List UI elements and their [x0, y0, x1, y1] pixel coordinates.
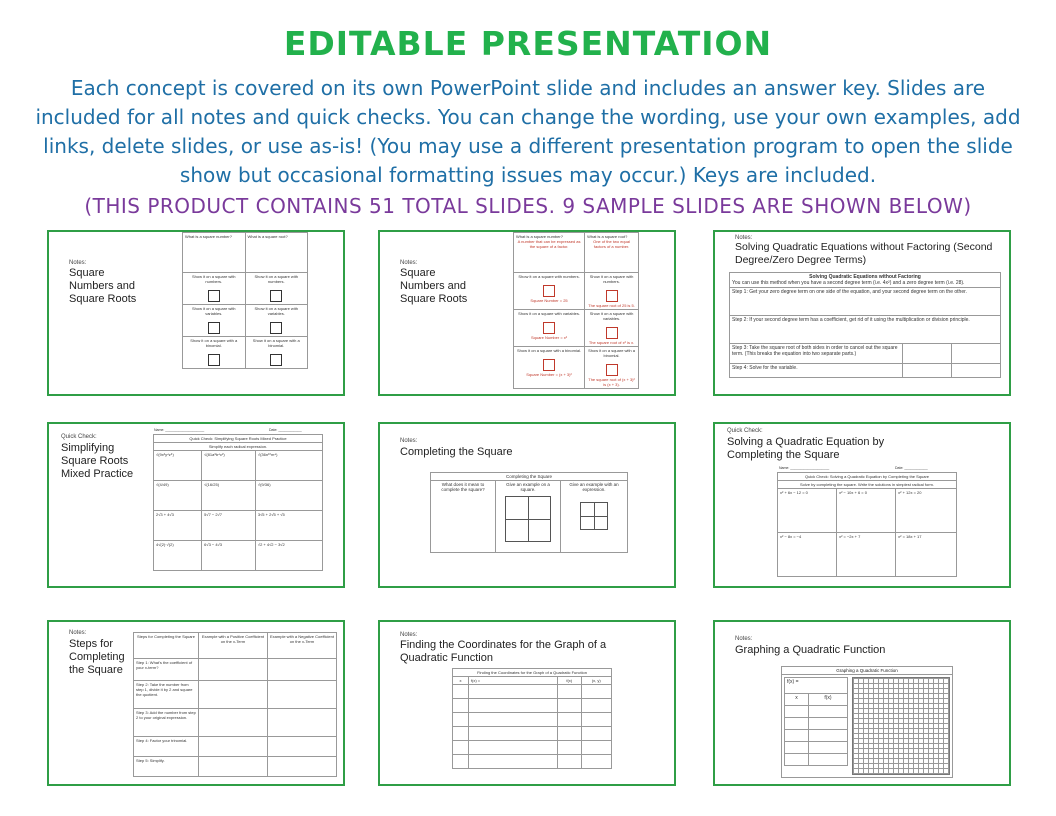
table-title: Finding the Coordinates for the Graph of a Quadratic Function	[453, 669, 612, 677]
problem-cell: 5√7 − 2√7	[202, 511, 256, 541]
slide-thumbnail-6[interactable]	[713, 422, 1011, 588]
problem-cell: 2√3 + 4√3	[154, 511, 202, 541]
practice-table	[153, 434, 323, 571]
coordinates-table	[452, 668, 612, 769]
table-instructions: Simplify each radical expression.	[154, 443, 323, 451]
problem-cell: √(9/36)	[255, 481, 322, 511]
slide-title: Steps for Completing the Square	[69, 638, 125, 676]
table-cell: Show it on a square with a binomial.	[183, 337, 246, 369]
table-step: Step 3: Add the number from step 2 to your original expression.	[134, 709, 199, 737]
steps-table	[133, 632, 337, 777]
answer-box	[208, 322, 220, 334]
slide-thumbnail-4[interactable]	[47, 422, 345, 588]
problem-cell: x² = 18x + 17	[896, 533, 957, 577]
table-header: What is a square root?	[245, 233, 308, 273]
table-header: Example with a Positive Coefficient on the x-Term	[198, 633, 267, 659]
slide-notes-label: Notes:	[400, 260, 418, 266]
column-header: f(x)	[808, 694, 847, 706]
table-title: Solving Quadratic Equations without Factoring	[809, 274, 921, 280]
slide-title: Square Numbers and Square Roots	[69, 267, 137, 305]
slide-title: Graphing a Quadratic Function	[735, 644, 886, 656]
table-step: Step 2: Take the number from step 1, divide it by 2 and square the quotient.	[134, 681, 199, 709]
problem-cell: √(36n¹⁰m⁴)	[255, 451, 322, 481]
problem-cell: x² − 10x + 6 = 0	[837, 489, 896, 533]
slide-notes-label: Notes:	[69, 630, 87, 636]
answer-box	[543, 322, 555, 334]
completing-square-table	[430, 472, 628, 553]
table-step: Step 3: Take the square root of both sides in order to cancel out the square term. (This breaks the equation into two separate parts.)	[730, 344, 903, 364]
column-header: x	[785, 694, 809, 706]
slide-thumbnail-2[interactable]	[378, 230, 676, 396]
square-diagram	[580, 502, 608, 530]
table-step: Step 1: Get your zero degree term on one side of the equation, and your second degree term on the other.	[730, 288, 1001, 316]
answer-text: A number that can be expressed as the square of a factor.	[517, 239, 581, 249]
slide-notes-label: Notes:	[735, 235, 753, 241]
value-table	[784, 677, 848, 766]
column-header: f(x) =	[468, 677, 557, 685]
slide-thumbnail-3[interactable]	[713, 230, 1011, 396]
date-line: Date: ____________	[895, 466, 928, 470]
problem-cell: √(4/49)	[154, 481, 202, 511]
slide-title: Simplifying Square Roots Mixed Practice	[61, 442, 134, 480]
description: Each concept is covered on its own PowerPoint slide and includes an answer key. Slides are included for all notes and quick checks. You can change the wording, use your own examples, add links, delete slides, or use as-is! (You may use a different presentation program to open the slide show but occasional formatting issues may occur.) Keys are included.	[35, 76, 1021, 187]
answer-text: One of the two equal factors of a number.	[593, 239, 630, 249]
answer-box	[606, 364, 618, 376]
answer-box	[606, 327, 618, 339]
name-line: Name: ____________________	[154, 428, 205, 432]
slide-notes-label: Notes:	[400, 438, 418, 444]
slide-count-note: (THIS PRODUCT CONTAINS 51 TOTAL SLIDES. 9 SAMPLE SLIDES ARE SHOWN BELOW)	[84, 194, 972, 218]
slide-title: Solving Quadratic Equations without Factoring (Second Degree/Zero Degree Terms)	[735, 241, 993, 266]
problem-cell: 4√(2)·√(2)	[154, 541, 202, 571]
problem-cell: 3√5 + 2√5 + √5	[255, 511, 322, 541]
problem-cell: √2 + 4√2 − 3√2	[255, 541, 322, 571]
table-header: What is a square number?	[516, 234, 563, 239]
table-header: What is a square root?	[587, 234, 628, 239]
square-diagram	[505, 496, 551, 542]
table-cell: Show it on a square with variables.	[245, 305, 308, 337]
table-title: Graphing a Quadratic Function	[782, 667, 952, 675]
column-header: x	[453, 677, 469, 685]
table-header: Example with a Negative Coefficient on the x-Term	[267, 633, 336, 659]
problem-cell: x² − 8x = −4	[778, 533, 837, 577]
slide-thumbnail-7[interactable]	[47, 620, 345, 786]
problem-cell: x² + 12x = 20	[896, 489, 957, 533]
answer-box	[270, 322, 282, 334]
table-step: Step 4: Solve for the variable.	[730, 364, 903, 378]
table-cell: Show it on a square with variables.	[183, 305, 246, 337]
slide-notes-label: Notes:	[735, 636, 753, 642]
slide-thumbnail-5[interactable]	[378, 422, 676, 588]
table-cell: Show it on a square with numbers.	[245, 273, 308, 305]
notes-table	[182, 232, 308, 369]
table-step: Step 2: If your second degree term has a coefficient, get rid of it using the multiplication or division principle.	[730, 316, 1001, 344]
slide-notes-label: Notes:	[69, 260, 87, 266]
column-header: f(x)	[557, 677, 581, 685]
table-header: Steps for Completing the Square	[134, 633, 199, 659]
table-cell: Show it on a square with numbers.	[183, 273, 246, 305]
steps-table	[729, 272, 1001, 378]
problem-cell: 6√3 − 4√3	[202, 541, 256, 571]
answer-box	[208, 354, 220, 366]
problem-cell: √(16/25)	[202, 481, 256, 511]
table-title: Quick Check: Solving a Quadratic Equation by Completing the Square	[778, 473, 957, 481]
answer-box	[270, 354, 282, 366]
function-label: f(x) =	[785, 678, 848, 694]
column-header: (x, y)	[581, 677, 611, 685]
table-title: Completing the Square	[431, 473, 628, 481]
answer-box	[543, 285, 555, 297]
table-intro: You can use this method when you have a second degree term (i.e. 4x²) and a zero degree term (i.e. 28).	[732, 280, 965, 286]
practice-table	[777, 472, 957, 577]
table-title: Quick Check: Simplifying Square Roots Mixed Practice	[189, 436, 287, 441]
slide-notes-label: Quick Check:	[727, 428, 763, 434]
slide-thumbnail-9[interactable]	[713, 620, 1011, 786]
page-title: EDITABLE PRESENTATION	[283, 24, 773, 63]
table-step: Step 1: What's the coefficient of your x-term?	[134, 659, 199, 681]
graphing-worksheet	[781, 666, 953, 778]
table-header: What is a square number?	[183, 233, 246, 273]
slide-title: Completing the Square	[400, 446, 513, 458]
answer-box	[543, 359, 555, 371]
notes-answer-table: What is a square number? A number that can be expressed as the square of a factor. What is a square root? One of the two equal factors of a number. Show it on a square with numbers. Square Number = 25 Show it on a square with numbers. The square root of 25 is 5. Show it on a square with variables. Square Number = x² Show it on a square with variables. The square root of x² is x. Show it on a square with a binomial. Square Number = (x + 3)² Show it on a square with a binomial. The square root of (x + 3)² is (x + 3).	[513, 232, 639, 389]
graph-grid	[852, 677, 950, 775]
slide-title: Solving a Quadratic Equation by Completing the Square	[727, 436, 885, 461]
slide-notes-label: Quick Check:	[61, 434, 97, 440]
problem-cell: √(81a⁸b⁴c²)	[202, 451, 256, 481]
slide-thumbnail-8[interactable]	[378, 620, 676, 786]
slide-title: Finding the Coordinates for the Graph of a Quadratic Function	[400, 639, 607, 664]
table-step: Step 5: Simplify.	[134, 757, 199, 777]
answer-box	[606, 290, 618, 302]
answer-box	[270, 290, 282, 302]
problem-cell: x² = −2x + 7	[837, 533, 896, 577]
table-header: Give an example on a square.	[506, 482, 550, 492]
answer-box	[208, 290, 220, 302]
problem-cell: √(9x²y⁴z⁶)	[154, 451, 202, 481]
date-line: Date: ____________	[269, 428, 302, 432]
table-header: What does it mean to complete the square?	[441, 482, 485, 492]
table-instructions: Solve by completing the square. Write the solutions in simplest radical form.	[778, 481, 957, 489]
slide-title: Square Numbers and Square Roots	[400, 267, 468, 305]
table-cell: Show it on a square with a binomial.	[245, 337, 308, 369]
slide-notes-label: Notes:	[400, 632, 418, 638]
name-line: Name: ____________________	[779, 466, 830, 470]
slide-thumbnail-1[interactable]	[47, 230, 345, 396]
problem-cell: x² + 6x − 12 = 0	[778, 489, 837, 533]
table-step: Step 4: Factor your trinomial.	[134, 737, 199, 757]
table-header: Give an example with an expression.	[569, 482, 619, 492]
